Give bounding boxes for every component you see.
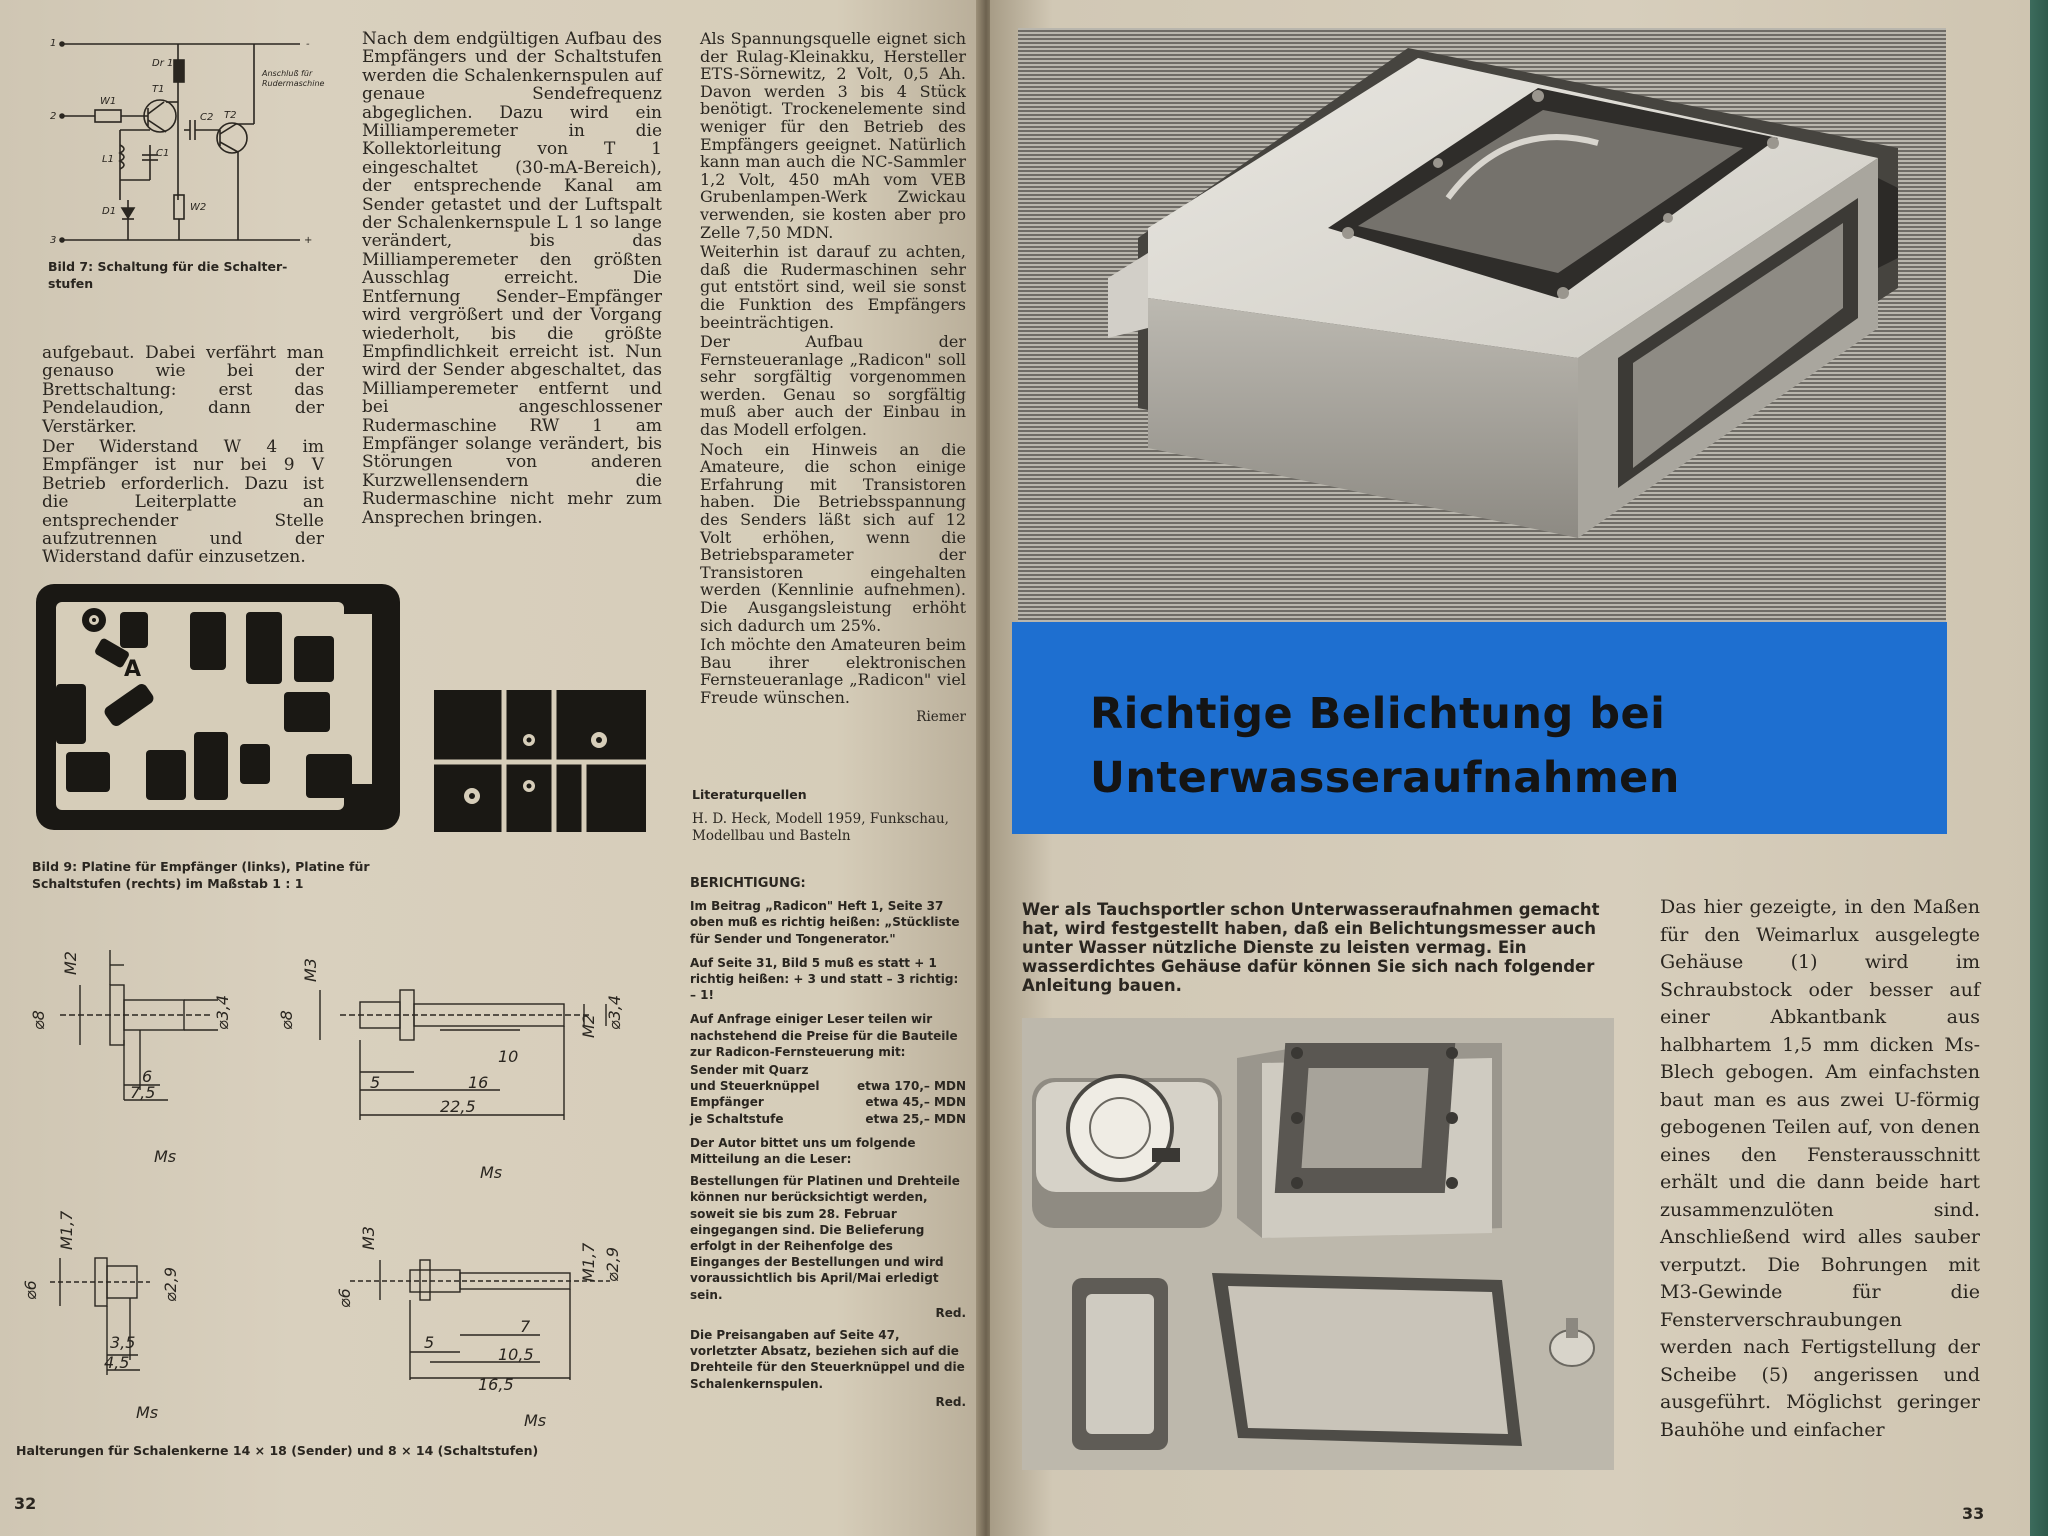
article-intro: Wer als Tauchsportler schon Unterwasseraufnahmen gemacht hat, wird festgestellt haben, daß ein Belichtungsmesser auch unter Wasser nützliche Dienste zu leisten vermag. Ein wasserdichtes Gehäuse dafür können Sie sich nach folgender Anleitung bauen.	[1022, 900, 1600, 995]
drawings-caption: Halterungen für Schalenkerne 14 × 18 (Sender) und 8 × 14 (Schaltstufen)	[16, 1443, 539, 1458]
literature-text: H. D. Heck, Modell 1959, Funkschau, Modellbau und Basteln	[692, 811, 949, 844]
d3-dim-b: 4,5	[104, 1353, 130, 1372]
d3-dia2: ⌀2,9	[161, 1266, 180, 1302]
article-title	[1090, 682, 1680, 810]
author-signature: Riemer	[916, 708, 966, 725]
parts-illustration	[1022, 1018, 1614, 1470]
d4-dim-c: 10,5	[498, 1345, 534, 1364]
article-title-band	[1012, 622, 1947, 834]
col3-paragraph: Weiterhin ist darauf zu achten, daß die Rudermaschinen sehr gut entstört sind, weil sie sonst die Funktion des Empfängers beeinträchtigen.	[700, 242, 966, 332]
price-row	[690, 1111, 966, 1127]
order-paragraph-2: Bestellungen für Platinen und Drehteile können nur berücksichtigt werden, soweit sie bis zum 28. Februar eingegangen sind. Die Belieferung erfolgt in der Reihenfolge des Einganges der Bestellungen und wird voraussichtlich bis April/Mai erledigt sein.	[690, 1174, 960, 1302]
page-number-right: 33	[1962, 1504, 1985, 1523]
figure7-caption-line1: Bild 7: Schaltung für die Schalter-	[48, 259, 288, 274]
left-column1-text	[42, 344, 324, 569]
d1-label: D1	[102, 206, 117, 217]
price-value: etwa 45,– MDN	[865, 1095, 966, 1110]
d2-dia2: ⌀3,4	[605, 994, 624, 1030]
plus-label: +	[304, 235, 313, 246]
t1-label: T1	[152, 84, 165, 95]
c1-label: C1	[156, 148, 170, 159]
prices-intro: Auf Anfrage einiger Leser teilen wir nachstehend die Preise für die Bauteile zur Radicon-Fernsteuerung mit:	[690, 1012, 958, 1059]
order-paragraph-1: Der Autor bittet uns um folgende Mitteilung an die Leser:	[690, 1135, 916, 1167]
correction-paragraph-1: Im Beitrag „Radicon" Heft 1, Seite 37 oben muß es richtig heißen: „Stückliste für Sender und Tongenerator."	[690, 899, 960, 946]
d2-dim-a: 10	[498, 1047, 519, 1066]
d1-thread: M2	[61, 951, 80, 975]
price-row	[690, 1078, 966, 1094]
article-body-text: Das hier gezeigte, in den Maßen für den Weimarlux ausgelegte Gehäuse (1) wird im Schraubstock oder besser auf einer Abkantbank aus halbhartem 1,5 mm dicken Ms-Blech gebogen. Am einfachsten baut man es aus zwei U-förmig gebogenen Teilen auf, von denen eines den Fensterausschnitt erhält und die dann beide hart zusammenzulöten sind. Anschließend wird alles sauber verputzt. Die Bohrungen mit M3-Gewinde für die Fensterverschraubungen werden nach Fertigstellung der Scheibe (5) angerissen und ausgeführt. Möglichst geringer Bauhöhe und einfacher	[1660, 896, 1980, 1441]
d4-dim-a: 7	[520, 1317, 531, 1336]
housing-photo-main	[1018, 28, 1946, 658]
page-number-left: 32	[14, 1494, 37, 1513]
figure9-receiver-pcb	[36, 584, 400, 830]
title-line-2: Unterwasseraufnahmen	[1090, 753, 1680, 803]
d1-dia: ⌀8	[29, 1010, 48, 1030]
price-item: je Schaltstufe	[690, 1111, 784, 1126]
figure9-caption-line1: Bild 9: Platine für Empfänger (links), Platine für	[32, 859, 370, 874]
d4-material: Ms	[524, 1411, 547, 1430]
correction-block	[690, 876, 966, 1410]
col2-paragraph: Nach dem endgültigen Aufbau des Empfängers und der Schaltstufen werden die Schalenkernspulen auf genaue Sendefrequenz abgeglichen. Dazu wird ein Milliamperemeter in die Kollektorleitung von T 1 eingeschaltet (30-mA-Bereich), der entsprechende Kanal am Sender getastet und der Luftspalt der Schalenkernspule L 1 so lange verändert, bis das Milliamperemeter den größten Ausschlag erreicht. Die Entfernung Sender–Empfänger wird vergrößert und der Vorgang wiederholt, bis die größte Empfindlichkeit erreicht ist. Nun wird der Sender abgeschaltet, das Milliamperemeter entfernt und bei angeschlossener Rudermaschine RW 1 am Empfänger solange verändert, bis Störungen von anderen Kurzwellensendern die Rudermaschine nicht mehr zum Ansprechen bringen.	[362, 29, 662, 528]
col3-paragraph: Ich möchte den Amateuren beim Bau ihrer elektronischen Fernsteueranlage „Radicon" viel Freude wünschen.	[700, 635, 966, 707]
d3-material: Ms	[136, 1403, 159, 1422]
d2-material: Ms	[480, 1163, 503, 1182]
d1-dim-a: 6	[142, 1067, 153, 1086]
figure9-switch-pcb	[434, 690, 646, 832]
price-row	[690, 1094, 966, 1110]
left-column2-text	[362, 30, 662, 529]
order-paragraph-3: Die Preisangaben auf Seite 47, vorletzter Absatz, beziehen sich auf die Drehteile für den Steuerknüppel und die Schalenkernspulen.	[690, 1328, 965, 1391]
figure9-caption-line2: Schaltstufen (rechts) im Maßstab 1 : 1	[32, 876, 304, 891]
note-line2: Rudermaschine	[262, 79, 325, 88]
d1-dim-b: 7,5	[130, 1083, 156, 1102]
d2-thread2: M2	[579, 1014, 598, 1038]
d4-thread2: M1,7	[579, 1242, 598, 1282]
d4-dia2: ⌀2,9	[603, 1246, 622, 1282]
c2-label: C2	[200, 112, 214, 123]
d4-thread: M3	[359, 1226, 378, 1250]
col1-paragraph: Der Widerstand W 4 im Empfänger ist nur bei 9 V Betrieb erforderlich. Dazu ist die Leiterplatte an entsprechender Stelle aufzutrennen und der Widerstand dafür einzusetzen.	[42, 437, 324, 568]
figure9-caption	[32, 858, 452, 892]
d1-material: Ms	[154, 1147, 177, 1166]
price-row	[690, 1062, 966, 1078]
technical-drawings	[20, 930, 660, 1430]
t2-label: T2	[224, 110, 237, 121]
w2-label: W2	[190, 202, 207, 213]
d3-thread: M1,7	[57, 1210, 76, 1250]
right-page	[990, 0, 2032, 1536]
d3-dim-a: 3,5	[110, 1333, 136, 1352]
d4-dia: ⌀6	[335, 1288, 354, 1308]
d2-dim-b: 5	[370, 1073, 381, 1092]
figure7-caption	[48, 258, 338, 292]
d2-dia: ⌀8	[277, 1010, 296, 1030]
d3-dia: ⌀6	[21, 1280, 40, 1300]
housing-illustration	[1018, 28, 1946, 658]
node-2-label: 2	[50, 111, 57, 122]
col3-paragraph: Noch ein Hinweis an die Amateure, die schon einige Erfahrung mit Transistoren haben. Die Betriebsspannung des Senders läßt sich auf 12 Volt erhöhen, wenn die Betriebsparameter der Transistoren eingehalten werden (Kennlinie aufnehmen). Die Ausgangsleistung erhöht sich dadurch um 25%.	[700, 439, 966, 635]
figure7-circuit-diagram	[40, 30, 340, 250]
red-signature-2: Red.	[935, 1394, 966, 1409]
node-3-label: 3	[50, 235, 57, 246]
minus-label: -	[306, 39, 310, 50]
col3-paragraph: Der Aufbau der Fernsteueranlage „Radicon" soll sehr sorgfältig vorgenommen werden. Genau so sorgfältig muß aber auch der Einbau in das Modell erfolgen.	[700, 332, 966, 440]
d2-dim-c: 16	[468, 1073, 489, 1092]
price-value: etwa 170,– MDN	[857, 1079, 966, 1094]
pcb-label-a: A	[124, 657, 142, 682]
d4-dim-b: 5	[424, 1333, 435, 1352]
note-line1: Anschluß für	[262, 69, 313, 78]
dr1-label: Dr 1	[152, 58, 174, 69]
left-column3-text	[700, 30, 966, 726]
price-value: etwa 25,– MDN	[865, 1111, 966, 1126]
title-line-1: Richtige Belichtung bei	[1090, 689, 1666, 739]
w1-label: W1	[100, 96, 117, 107]
price-item: und Steuerknüppel	[690, 1079, 820, 1094]
d2-dim-d: 22,5	[440, 1097, 476, 1116]
correction-heading: BERICHTIGUNG:	[690, 876, 806, 891]
red-signature-1: Red.	[935, 1305, 966, 1320]
price-item: Empfänger	[690, 1095, 764, 1110]
correction-paragraph-2: Auf Seite 31, Bild 5 muß es statt + 1 richtig heißen: + 3 und statt – 3 richtig: – 1!	[690, 955, 959, 1003]
col3-paragraph: Als Spannungsquelle eignet sich der Rulag-Kleinakku, Hersteller ETS-Sörnewitz, 2 Volt, 0,5 Ah. Davon werden 3 bis 4 Stück benötigt. Trockenelemente sind weniger für den Betrieb des Empfängers geeignet. Natürlich kann man auch die NC-Sammler 1,2 Volt, 450 mAh vom VEB Grubenlampen-Werk Zwickau verwenden, sie kosten aber pro Zelle 7,50 MDN.	[700, 29, 966, 242]
cover-edge	[2030, 0, 2048, 1536]
d4-dim-d: 16,5	[478, 1375, 514, 1394]
d1-dia2: ⌀3,4	[213, 994, 232, 1030]
node-1-label: 1	[50, 38, 57, 49]
figure7-caption-line2: stufen	[48, 276, 94, 291]
col1-paragraph: aufgebaut. Dabei verfährt man genauso wie bei der Brettschaltung: erst das Pendelaudion, dann der Verstärker.	[42, 343, 324, 437]
left-page	[0, 0, 984, 1536]
d2-thread: M3	[301, 958, 320, 982]
l1-label: L1	[102, 154, 114, 165]
literature-heading: Literaturquellen	[692, 787, 807, 802]
literature-block	[692, 786, 966, 845]
parts-photo	[1022, 1018, 1614, 1470]
price-item: Sender mit Quarz	[690, 1063, 809, 1078]
